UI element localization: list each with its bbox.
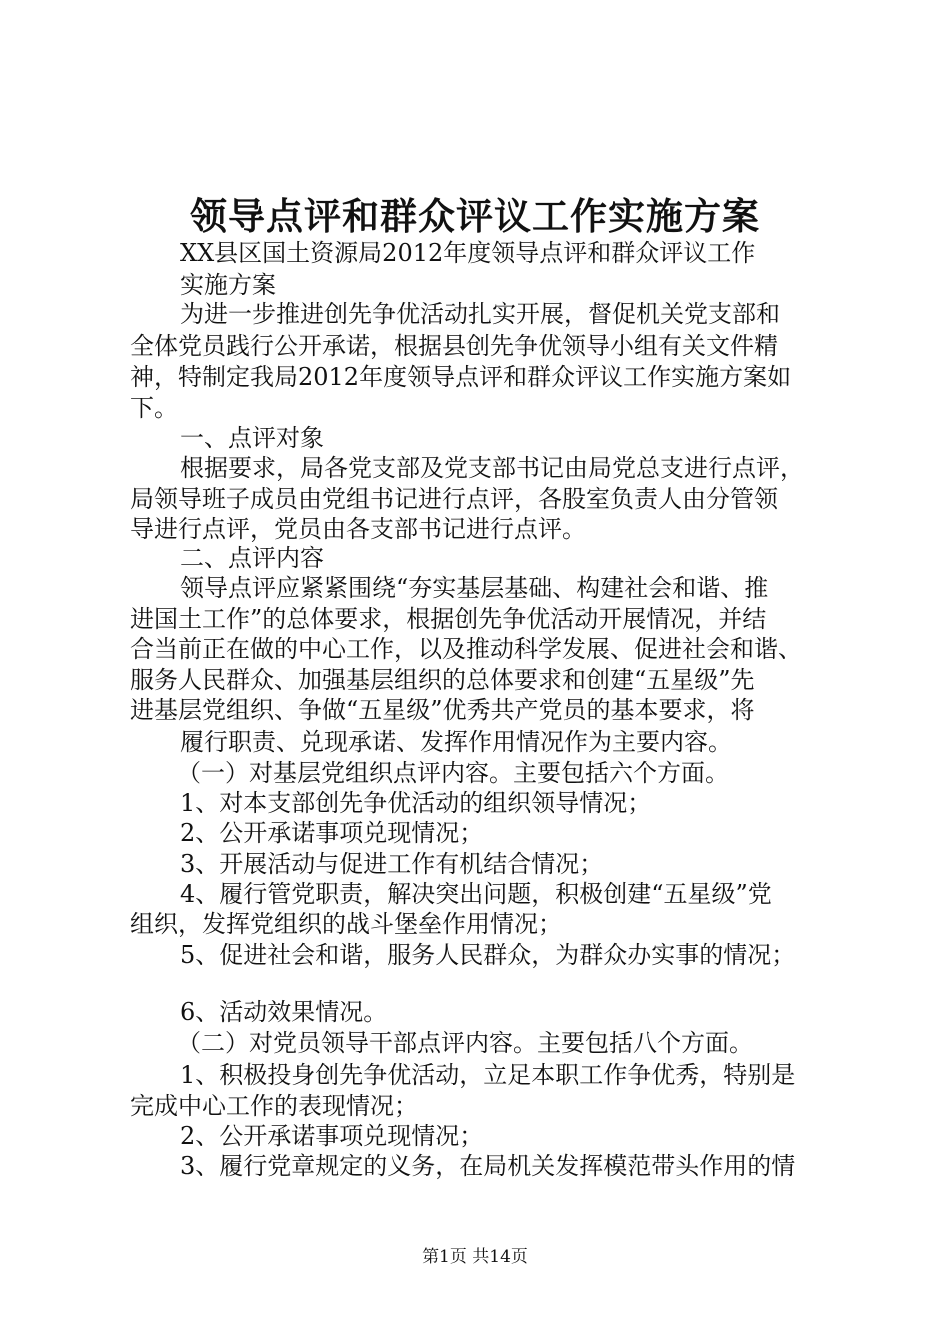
body-line: 局领导班子成员由党组书记进行点评，各股室负责人由分管领 [130, 485, 778, 513]
body-line: 领导点评应紧紧围绕“夯实基层基础、构建社会和谐、推 [180, 574, 769, 602]
body-line: 为进一步推进创先争优活动扎实开展，督促机关党支部和 [180, 300, 780, 328]
body-line: 合当前正在做的中心工作，以及推动科学发展、促进社会和谐、 [130, 635, 802, 663]
body-line: 下。 [130, 394, 178, 422]
list-item: 6、活动效果情况。 [180, 998, 388, 1026]
list-item: 1、对本支部创先争优活动的组织领导情况； [180, 789, 652, 817]
section-heading: 一、点评对象 [180, 424, 324, 452]
body-line: XX县区国土资源局2012年度领导点评和群众评议工作 [180, 239, 756, 267]
body-line: 履行职责、兑现承诺、发挥作用情况作为主要内容。 [180, 728, 732, 756]
body-line: 实施方案 [180, 271, 276, 299]
body-line: 神，特制定我局2012年度领导点评和群众评议工作实施方案如 [130, 363, 792, 391]
subsection-heading: （一）对基层党组织点评内容。主要包括六个方面。 [177, 759, 729, 787]
list-item: 3、履行党章规定的义务，在局机关发挥模范带头作用的情 [180, 1152, 796, 1180]
section-heading: 二、点评内容 [180, 544, 324, 572]
document-title: 领导点评和群众评议工作实施方案 [190, 194, 760, 238]
body-line: 全体党员践行公开承诺，根据县创先争优领导小组有关文件精 [130, 332, 778, 360]
body-line: 服务人民群众、加强基层组织的总体要求和创建“五星级”先 [130, 666, 755, 694]
list-item: 1、积极投身创先争优活动，立足本职工作争优秀，特别是 [180, 1061, 796, 1089]
list-item: 完成中心工作的表现情况； [130, 1092, 418, 1120]
list-item: 2、公开承诺事项兑现情况； [180, 1122, 484, 1150]
body-line: 导进行点评，党员由各支部书记进行点评。 [130, 515, 586, 543]
page-footer: 第1页 共14页 [422, 1247, 528, 1267]
body-line: 进基层党组织、争做“五星级”优秀共产党员的基本要求，将 [130, 696, 755, 724]
list-item: 组织，发挥党组织的战斗堡垒作用情况； [130, 910, 562, 938]
list-item: 2、公开承诺事项兑现情况； [180, 819, 484, 847]
body-line: 进国土工作”的总体要求，根据创先争优活动开展情况，并结 [130, 605, 767, 633]
list-item: 4、履行管党职责，解决突出问题，积极创建“五星级”党 [180, 880, 772, 908]
subsection-heading: （二）对党员领导干部点评内容。主要包括八个方面。 [177, 1029, 753, 1057]
body-line: 根据要求，局各党支部及党支部书记由局党总支进行点评， [180, 454, 804, 482]
list-item: 5、促进社会和谐，服务人民群众，为群众办实事的情况； [180, 941, 796, 969]
list-item: 3、开展活动与促进工作有机结合情况； [180, 850, 604, 878]
